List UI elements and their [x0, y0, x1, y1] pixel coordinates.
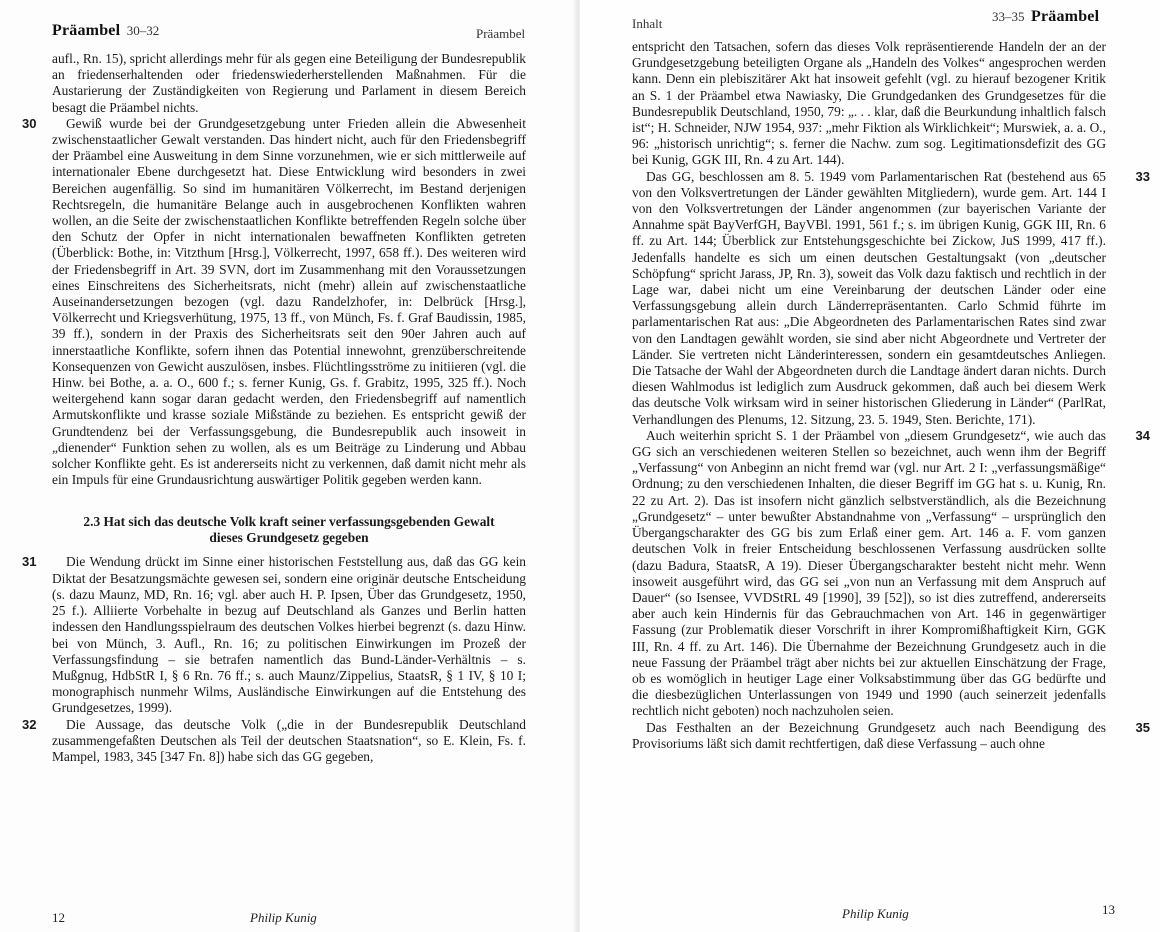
right-body-text	[632, 39, 1150, 752]
margin-number: 31	[22, 554, 37, 570]
paragraph-text: aufl., Rn. 15), spricht allerdings mehr für als gegen eine Beteiligung der Bundesrepublik an friedenserhaltenden oder friedenswiederherstellenden Maßnahmen. Für die Austarierung der Zuständigkeiten von Regierung und Parlament in diesem Bereich besagt die Präambel nichts.	[52, 51, 526, 115]
right-header-numbers: 33–35	[992, 9, 1025, 24]
right-header-running: Inhalt	[632, 16, 663, 31]
left-header-running: Präambel	[476, 26, 526, 41]
right-header-title: 33–35 Präambel	[992, 8, 1100, 25]
paragraph-text: entspricht den Tatsachen, sofern das dieses Volk repräsentierende Handeln der an der Grundgesetzgebung beteiligten Organe als „Handeln des Volkes“ angesprochen werden kann. Denn ein plebiszitärer Akt hat insoweit gefehlt (vgl. zu hierauf bezogener Kritik an S. 1 der Präambel etwa Nawiasky, Die Grundgedanken des Grundgesetzes für die Bundesrepublik Deutschland, 1950, 79: „. . . klar, daß die Beurkundung inhaltlich falsch ist“; H. Schneider, NJW 1954, 937: „mehr Fiktion als Wirklichkeit“; Murswiek, a. a. O., 96: „historisch unrichtig“; s. ferner die Nachw. zum sog. Legitimationsdefizit des GG bei Kunig, GGK III, Rn. 4 zu Art. 144).	[632, 39, 1106, 168]
paragraph-text: Die Wendung drückt im Sinne einer historischen Feststellung aus, daß das GG kein Diktat der Besatzungsmächte gewesen sei, sondern eine originär deutsche Entscheidung (s. dazu Maunz, MD, Rn. 16; vgl. aber auch H. P. Ipsen, Über das Grundgesetz, 1950, 25 f.). Alliierte Vorbehalte in bezug auf Deutschland als Ganzes und Berlin hatten indessen den Handlungsspielraum des deutschen Volkes hierbei begrenzt (s. dazu Hinw. bei von Münch, 3. Aufl., Rn. 16; zu politischen Einwirkungen im Prozeß der Verfassungsfindung – sie betrafen namentlich das Bund-Länder-Verhältnis – s. Mußgnug, HdbStR I, § 6 Rn. 76 ff.; s. auch Maunz/Zippelius, StaatsR, § 1 IV, § 10 I; monographisch nunmehr Wilms, Ausländische Einwirkungen auf die Entstehung des Grundgesetzes, 1999).	[52, 554, 526, 716]
paragraph-text: Gewiß wurde bei der Grundgesetzgebung unter Frieden allein die Abwesenheit zwischenstaatlicher Gewalt verstanden. Das hindert nicht, auch für den Friedensbegriff der Präambel eine Ausweitung in dem Sinne vorzunehmen, wie er sich mittlerweile auf internationaler Ebene durchgesetzt hat. Diese Entwicklung wird besonders in zwei Bereichen augenfällig. So sind im humanitären Völkerrecht, im Bestand derjenigen Rechtsregeln, die humanitäre Belange auch in ausgebrochenen Konflikten wahren wollen, an die Seite der zwischenstaatlichen Konflikte betreffenden Regeln solche über den Schutz der Opfer in nicht internationalen bewaffneten Konflikten getreten (Überblick: Bothe, in: Vitzthum [Hrsg.], Völkerrecht, 1997, 658 ff.). Des weiteren wird der Friedensbegriff in Art. 39 SVN, dort im Zusammenhang mit den Voraussetzungen eines Einschreitens des Sicherheitsrats, nicht (mehr) allein auf zwischenstaatliche Auseinandersetzungen bezogen (vgl. dazu Randelzhofer, in: Delbrück [Hrsg.], Völkerrecht und Kriegsverhütung, 1975, 13 ff., von Münch, Fs. f. Graf Baudissin, 1985, 39 ff.), sondern in der Praxis des Sicherheitsrats seit den 90er Jahren auch auf innerstaatliche Konflikte, sofern ihnen das Potential innewohnt, grenzüberschreitende Konsequenzen von Gewicht auszulösen, insbes. Flüchtlingsströme zu initiieren (vgl. die Hinw. bei Bothe, a. a. O., 600 f.; s. ferner Kunig, Gs. f. Grabitz, 1995, 325 ff.). Noch weitergehend kann sogar daran gedacht werden, den Friedensbegriff auf namentlich Armutskonflikte und krasse soziale Mißstände zu beziehen. Es entspricht gewiß der Grundtendenz bei der Verfassungsgebung, die Bundesrepublik auch insoweit in „dienender“ Funktion sehen zu wollen, als es um Beiträge zu Linderung und Abbau solcher Konflikte geht. Es ist andererseits nicht zu verkennen, daß damit nicht mehr als ein Impuls für eine Grundausrichtung auswärtiger Politik gegeben werden kann.	[52, 115, 526, 488]
margin-number: 32	[22, 716, 37, 732]
margin-number: 34	[1135, 427, 1150, 443]
paragraph-35	[632, 719, 1150, 752]
left-page-number: 12	[52, 910, 65, 925]
left-page	[0, 0, 576, 932]
paragraph-33	[632, 168, 1150, 428]
paragraph-continued	[632, 39, 1106, 169]
left-header-numbers: 30–32	[126, 23, 160, 38]
paragraph-continued	[52, 51, 526, 116]
right-footer-author: Philip Kunig	[842, 906, 909, 921]
right-page-number: 13	[1102, 902, 1115, 917]
left-footer-author: Philip Kunig	[250, 910, 317, 925]
paragraph-text: Die Aussage, das deutsche Volk („die in der Bundesrepublik Deutschland zusammengefaßten Deutschen als Teil der deutschen Staatsnation“, so E. Klein, Fs. f. Mampel, 1983, 345 [347 Fn. 8]) habe sich das GG gegeben,	[52, 716, 526, 764]
paragraph-34	[632, 427, 1150, 720]
paragraph-30	[22, 115, 526, 489]
paragraph-text: Auch weiterhin spricht S. 1 der Präambel von „diesem Grundgesetz“, wie auch das GG sich an verschiedenen weiteren Stellen so bezeichnet, auch wenn ihm der Begriff „Verfassung“ von Anbeginn an nicht fremd war (vgl. nur Art. 2 I: „verfassungsmäßige“ Ordnung; zu den verschiedenen Inhalten, die dieser Begriff im GG hat s. u. Kunig, Rn. 22 zu Art. 2). Das ist insofern nicht gänzlich selbstverständlich, als die Bezeichnung „Grundgesetz“ – unter bewußter Abstandnahme von „Verfassung“ – ursprünglich den Übergangscharakter des GG bis zum Erlaß einer gem. Art. 146 a. F. vom ganzen deutschen Volk in freier Entscheidung beschlossenen Verfassung ausdrücken sollte (dazu Badura, StaatsR, A 19). Dieser Übergangscharakter besteht nicht mehr. Wenn insoweit ausgeführt wird, das GG sei „von nun an Verfassung mit dem Anspruch auf Dauer“ (so Isensee, VVDStRL 49 [1990], 39 [52]), so ist dies zutreffend, andererseits aber auch kein Hindernis für das Gebrauchmachen von Art. 146 in gegenwärtiger Fassung (zur Problematik dieser Vorschrift in ihrer Kompromißhaftigkeit Kirn, GGK III, Rn. 4 ff. zu Art. 146). Die Übernahme der Bezeichnung Grundgesetz auch in die neue Fassung der Präambel trägt aber nichts bei zur aktuellen Einschätzung der Frage, ob es womöglich in heutiger Lage einer Volksabstimmung über das GG bedürfte und die diesbezüglichen Unterlassungen von 1949 und 1990 (auch seinerzeit jedenfalls rechtlich nicht geboten) noch nachzuholen seien.	[632, 427, 1106, 719]
left-header-title: Präambel 30–32	[52, 22, 160, 39]
margin-number: 30	[22, 115, 37, 131]
section-heading: 2.3 Hat sich das deutsche Volk kraft seiner verfassungsgebenden Gewalt dieses Grundgesetz gegeben	[83, 514, 495, 546]
margin-number: 35	[1135, 719, 1150, 735]
paragraph-32	[22, 716, 526, 766]
right-page	[580, 0, 1160, 932]
margin-number: 33	[1135, 168, 1150, 184]
left-body-text	[22, 51, 526, 765]
paragraph-text: Das Festhalten an der Bezeichnung Grundgesetz auch nach Beendigung des Provisoriums läßt sich damit rechtfertigen, daß diese Verfassung – auch ohne	[632, 719, 1106, 751]
paragraph-text: Das GG, beschlossen am 8. 5. 1949 vom Parlamentarischen Rat (bestehend aus 65 von den Volksvertretungen der Länder gewählten Mitgliedern), wurde gem. Art. 144 I von den Volksvertretungen der Länder angenommen (zur bayerischen Variante der Annahme spät BayVerfGH, BayVBl. 1991, 561 f.; s. im übrigen Kunig, GGK III, Rn. 6 ff. zu Art. 144; Überblick zur Entstehungsgeschichte bei Zickow, JuS 1999, 417 ff.). Jedenfalls handelte es sich um einen deutschen Gestaltungsakt (von „deutscher Schöpfung“ spricht Jarass, JP, Rn. 3), soweit das Volk dazu faktisch und rechtlich in der Lage war, dabei nicht um eine Vereinbarung der deutschen Länder oder eine Verfassungsgebung allein durch Länderrepräsentanten. Carlo Schmid führte im parlamentarischen Rat aus: „Die Abgeordneten des Parlamentarischen Rates sind zwar von den Landtagen gewählt worden, sie sind aber nicht Abgeordnete und Vertreter der Länder. Sie vertreten nicht Länderinteressen, sondern ein gesamtdeutsches Anliegen. Die Tatsache der Wahl der Abgeordneten durch die Landtage ändert daran nichts. Durch diesen Wahlmodus ist lediglich zum Ausdruck gekommen, daß auch bei diesem Werk das deutsche Volk wirksam wird in seiner historischen Gliederung in Länder“ (ParlRat, Verhandlungen des Plenums, 12. Sitzung, 23. 5. 1949, Sten. Berichte, 171).	[632, 168, 1106, 427]
paragraph-31	[22, 554, 526, 716]
